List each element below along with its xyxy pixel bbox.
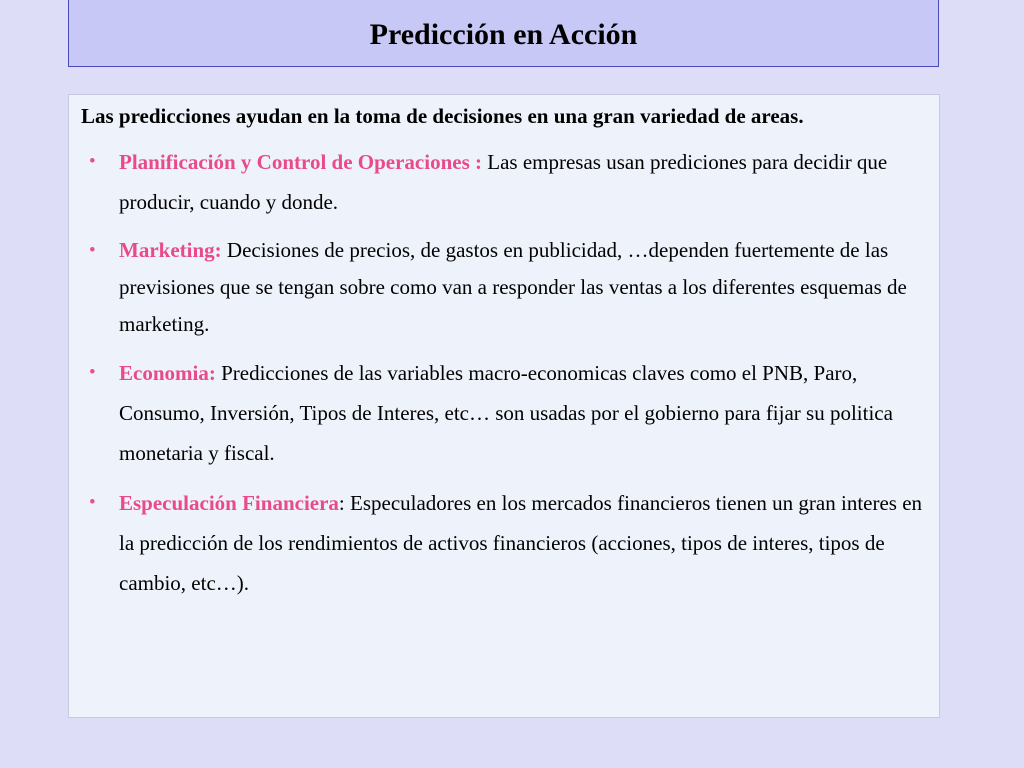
bullet-marketing (81, 232, 923, 343)
bullet-term: Especulación Financiera (119, 491, 339, 515)
bullet-term: Economia: (119, 361, 216, 385)
slide-title: Predicción en Acción (369, 18, 638, 51)
slide-title-box (68, 0, 939, 67)
bullet-icon: • (89, 151, 96, 172)
bullet-text: Decisiones de precios, de gastos en publicidad, …dependen fuertemente de las previsiones que se tengan sobre como van a responder las ventas a los diferentes esquemas de marketing. (119, 238, 907, 336)
bullet-text: : Especuladores en los mercados financieros tienen un gran interes en la predicción de los rendimientos de activos financieros (acciones, tipos de interes, tipos de cambio, etc…). (119, 491, 923, 595)
bullet-term: Planificación y Control de Operaciones : (119, 150, 482, 174)
bullet-icon: • (89, 492, 96, 513)
bullet-icon: • (89, 362, 96, 383)
slide-content-box (68, 94, 940, 718)
bullet-especulacion (81, 483, 923, 603)
bullet-term: Marketing: (119, 238, 222, 262)
intro-paragraph: Las predicciones ayudan en la toma de decisiones en una gran variedad de areas. (81, 104, 804, 128)
bullet-economia (81, 353, 923, 473)
bullet-operations (81, 142, 923, 222)
bullet-icon: • (89, 240, 96, 261)
bullet-text: Las empresas usan prediciones para decidir que producir, cuando y donde. (119, 150, 888, 214)
bullet-text: Predicciones de las variables macro-economicas claves como el PNB, Paro, Consumo, Inversión, Tipos de Interes, etc… son usadas por el gobierno para fijar su politica monetaria y fiscal. (119, 361, 893, 465)
